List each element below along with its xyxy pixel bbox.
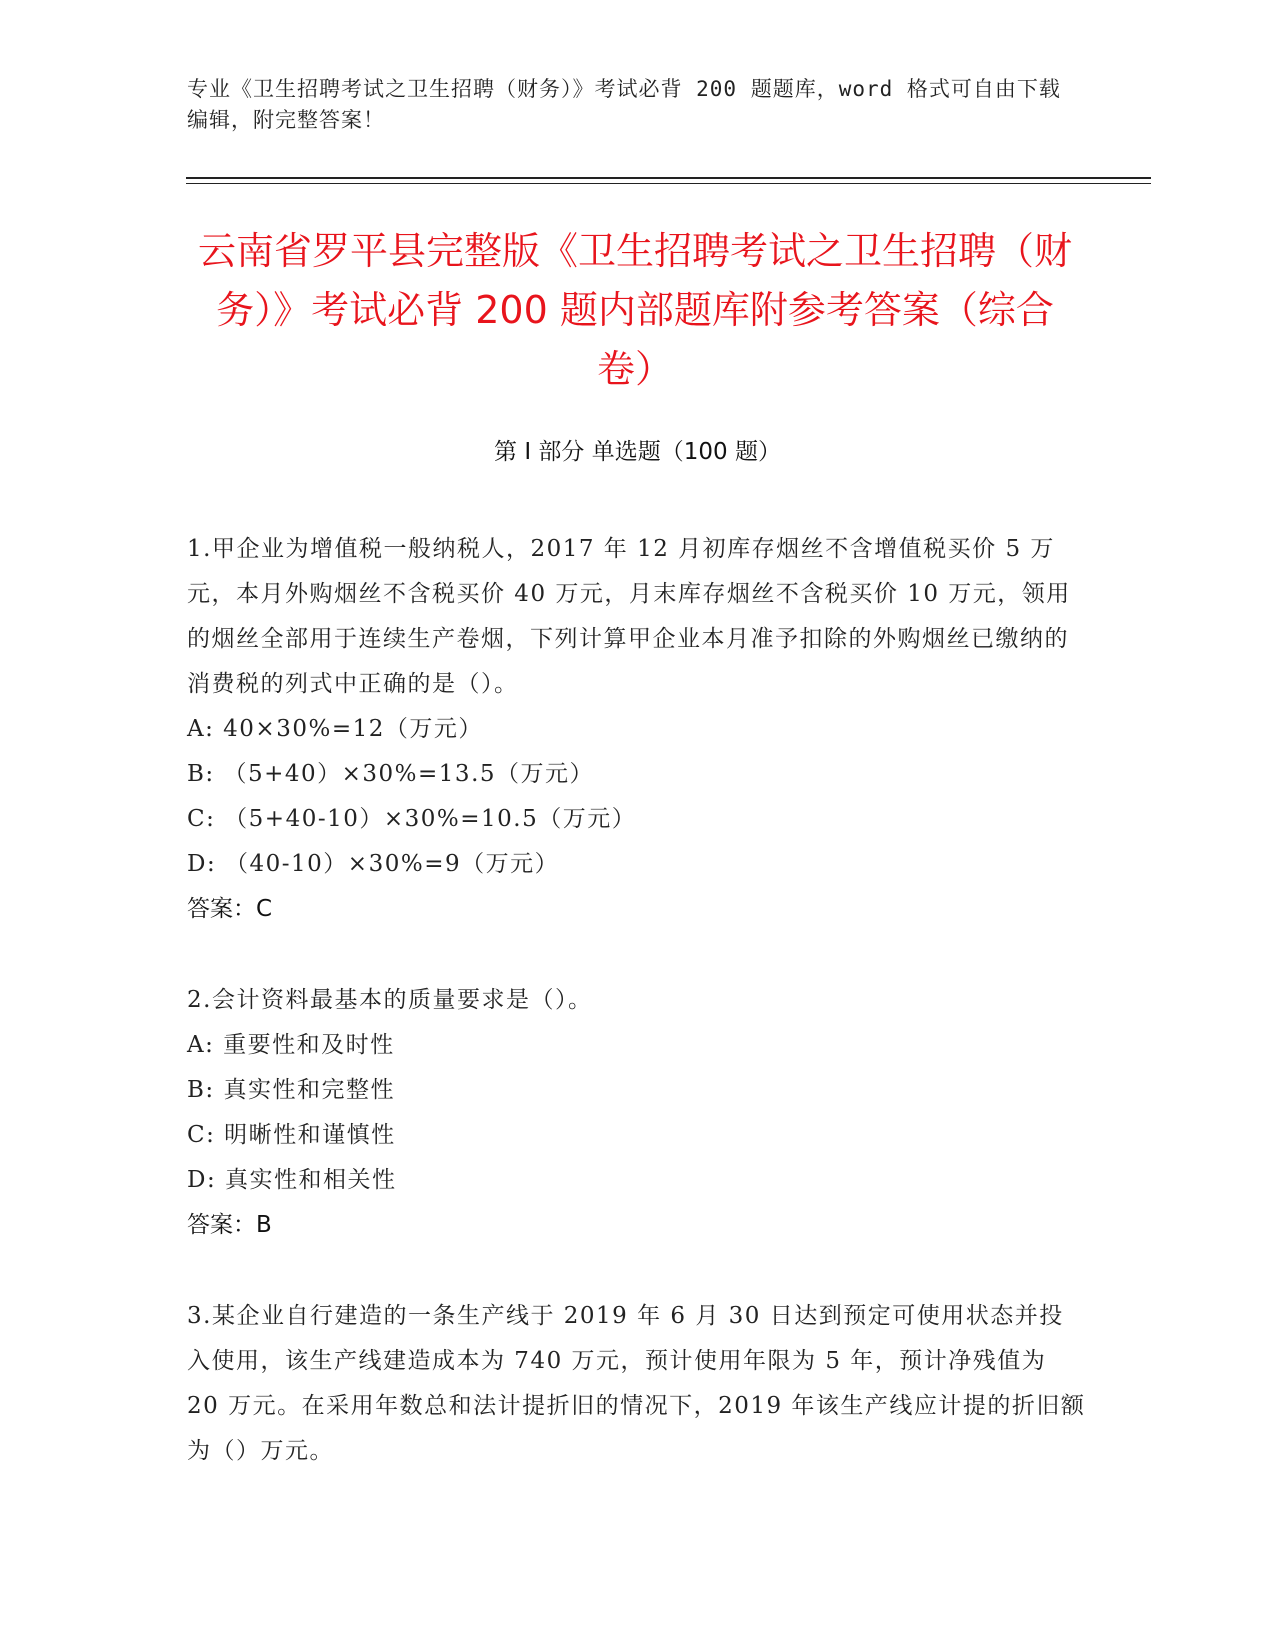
option-d: D: （40-10）×30%=9（万元） — [187, 851, 560, 877]
question-stem: 3.某企业自行建造的一条生产线于 2019 年 6 月 30 日达到预定可使用状态并投入使用，该生产线建造成本为 740 万元，预计使用年限为 5 年，预计净残值为 20 万元。在采用年数总和法计提折旧的情况下，2019 年该生产线应计提的折旧额为（）万元。 — [187, 1303, 1086, 1464]
option-b: B: 真实性和完整性 — [187, 1077, 395, 1103]
question-list — [187, 527, 1087, 1520]
answer: 答案：B — [187, 1212, 272, 1238]
option-c: C: 明晰性和谨慎性 — [187, 1122, 396, 1148]
document-title: 云南省罗平县完整版《卫生招聘考试之卫生招聘（财务）》考试必背 200 题内部题库附参考答案（综合卷） — [197, 229, 1072, 391]
section-title: 第 I 部分 单选题（100 题） — [494, 439, 781, 465]
option-a: A: 40×30%=12（万元） — [187, 716, 483, 742]
question-3 — [187, 1294, 1087, 1474]
question-stem: 2.会计资料最基本的质量要求是（）。 — [187, 987, 593, 1013]
option-c: C: （5+40-10）×30%=10.5（万元） — [187, 806, 637, 832]
answer: 答案：C — [187, 896, 273, 922]
question-stem: 1.甲企业为增值税一般纳税人，2017 年 12 月初库存烟丝不含增值税买价 5 万元，本月外购烟丝不含税买价 40 万元，月末库存烟丝不含税买价 10 万元，领用的烟丝全部用于连续生产卷烟，下列计算甲企业本月准予扣除的外购烟丝已缴纳的消费税的列式中正确的是（）。 — [187, 536, 1071, 697]
option-list — [187, 707, 1087, 887]
header-divider-thick — [186, 177, 1151, 179]
question-2 — [187, 978, 1087, 1248]
option-b: B: （5+40）×30%=13.5（万元） — [187, 761, 595, 787]
question-1 — [187, 527, 1087, 932]
option-d: D: 真实性和相关性 — [187, 1167, 397, 1193]
option-a: A: 重要性和及时性 — [187, 1032, 395, 1058]
header-divider-thin — [186, 183, 1151, 184]
header-note: 专业《卫生招聘考试之卫生招聘（财务）》考试必背 200 题题库，word 格式可自由下载编辑，附完整答案！ — [187, 77, 1061, 132]
option-list — [187, 1023, 1087, 1203]
